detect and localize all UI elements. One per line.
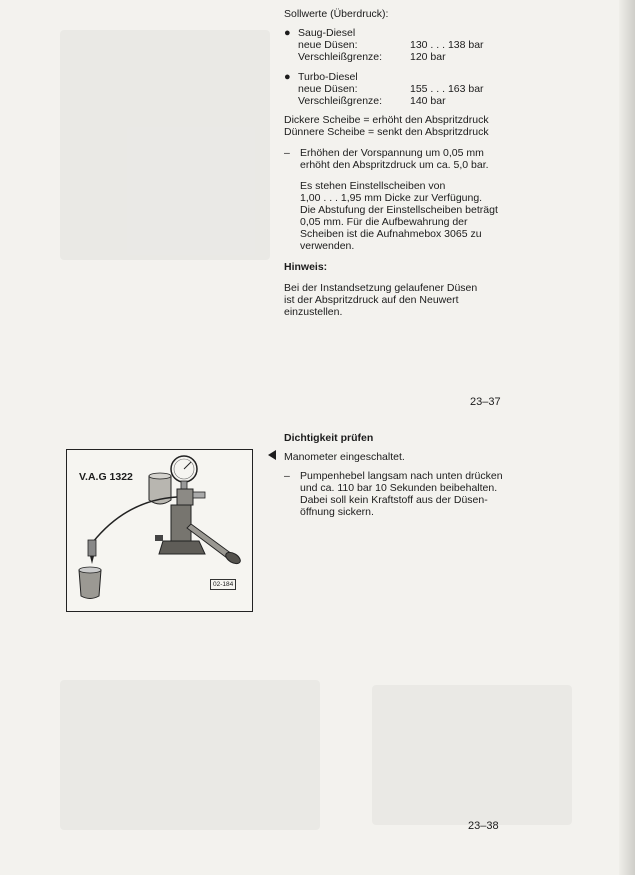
spec-value: 155 . . . 163 bar (410, 83, 484, 95)
preload-step (284, 147, 524, 171)
page-number-bottom: 23–38 (468, 820, 499, 832)
spec-heading: Sollwerte (Überdruck): (284, 8, 389, 20)
note-line: Die Abstufung der Einstellscheiben beträgt (300, 204, 498, 216)
spec-value: 140 bar (410, 95, 446, 107)
spec-group-saug (284, 27, 524, 63)
spec-group-title: Saug-Diesel (298, 27, 356, 39)
spec-label: Verschleißgrenze: (298, 95, 383, 107)
pointer-arrow-icon (268, 450, 276, 460)
spec-section (284, 8, 524, 318)
tester-illustration (66, 449, 253, 612)
step-line: Dabei soll kein Kraftstoff aus der Düsen- (300, 494, 488, 506)
spec-values (298, 83, 484, 107)
disc-line: Dünnere Scheibe = senkt den Abspritzdruck (284, 126, 489, 138)
note-line: Scheiben ist die Aufnahmebox 3065 zu (300, 228, 482, 240)
bleed-through-bottom (60, 680, 320, 830)
note-line: verwenden. (300, 240, 355, 252)
disc-effect (284, 114, 524, 138)
hint-line: Bei der Instandsetzung gelaufener Düsen (284, 282, 478, 294)
step-line: und ca. 110 bar 10 Sekunden beibehalten. (300, 482, 498, 494)
pump-step (284, 470, 524, 518)
dash-icon: – (284, 470, 290, 482)
note-line: 0,05 mm. Für die Aufbewahrung der (300, 216, 468, 228)
spec-value: 120 bar (410, 51, 446, 63)
spec-values (298, 39, 484, 63)
bleed-through-figure (372, 685, 572, 825)
step-line: erhöht den Abspritzdruck um ca. 5,0 bar. (300, 159, 489, 171)
spec-value: 130 . . . 138 bar (410, 39, 484, 51)
spec-group-turbo (284, 71, 524, 107)
hint-line: einzustellen. (284, 306, 343, 318)
page-edge-shadow (619, 0, 635, 875)
hint-heading: Hinweis: (284, 261, 328, 273)
tightness-heading: Dichtigkeit prüfen (284, 432, 374, 444)
tool-label: V.A.G 1322 (79, 471, 133, 483)
spec-label: neue Düsen: (298, 39, 358, 51)
shim-note (300, 180, 524, 252)
step-line: Pumpenhebel langsam nach unten drücken (300, 470, 503, 482)
bullet-icon: ● (284, 71, 291, 83)
dash-icon: – (284, 147, 290, 159)
tightness-section (284, 432, 524, 518)
step-line: öffnung sickern. (300, 506, 374, 518)
step-line: Erhöhen der Vorspannung um 0,05 mm (300, 147, 484, 159)
spec-label: neue Düsen: (298, 83, 358, 95)
pointer-text: Manometer eingeschaltet. (284, 451, 405, 463)
spec-group-title: Turbo-Diesel (298, 71, 358, 83)
figure-reference: 02-184 (210, 579, 236, 590)
hint-line: ist der Abspritzdruck auf den Neuwert (284, 294, 459, 306)
bullet-icon: ● (284, 27, 291, 39)
note-line: Es stehen Einstellscheiben von (300, 180, 446, 192)
bleed-through-top (60, 30, 270, 260)
hint-text (284, 282, 524, 318)
spec-label: Verschleißgrenze: (298, 51, 383, 63)
page-number-top: 23–37 (470, 396, 501, 408)
disc-line: Dickere Scheibe = erhöht den Abspritzdruck (284, 114, 489, 126)
note-line: 1,00 . . . 1,95 mm Dicke zur Verfügung. (300, 192, 483, 204)
